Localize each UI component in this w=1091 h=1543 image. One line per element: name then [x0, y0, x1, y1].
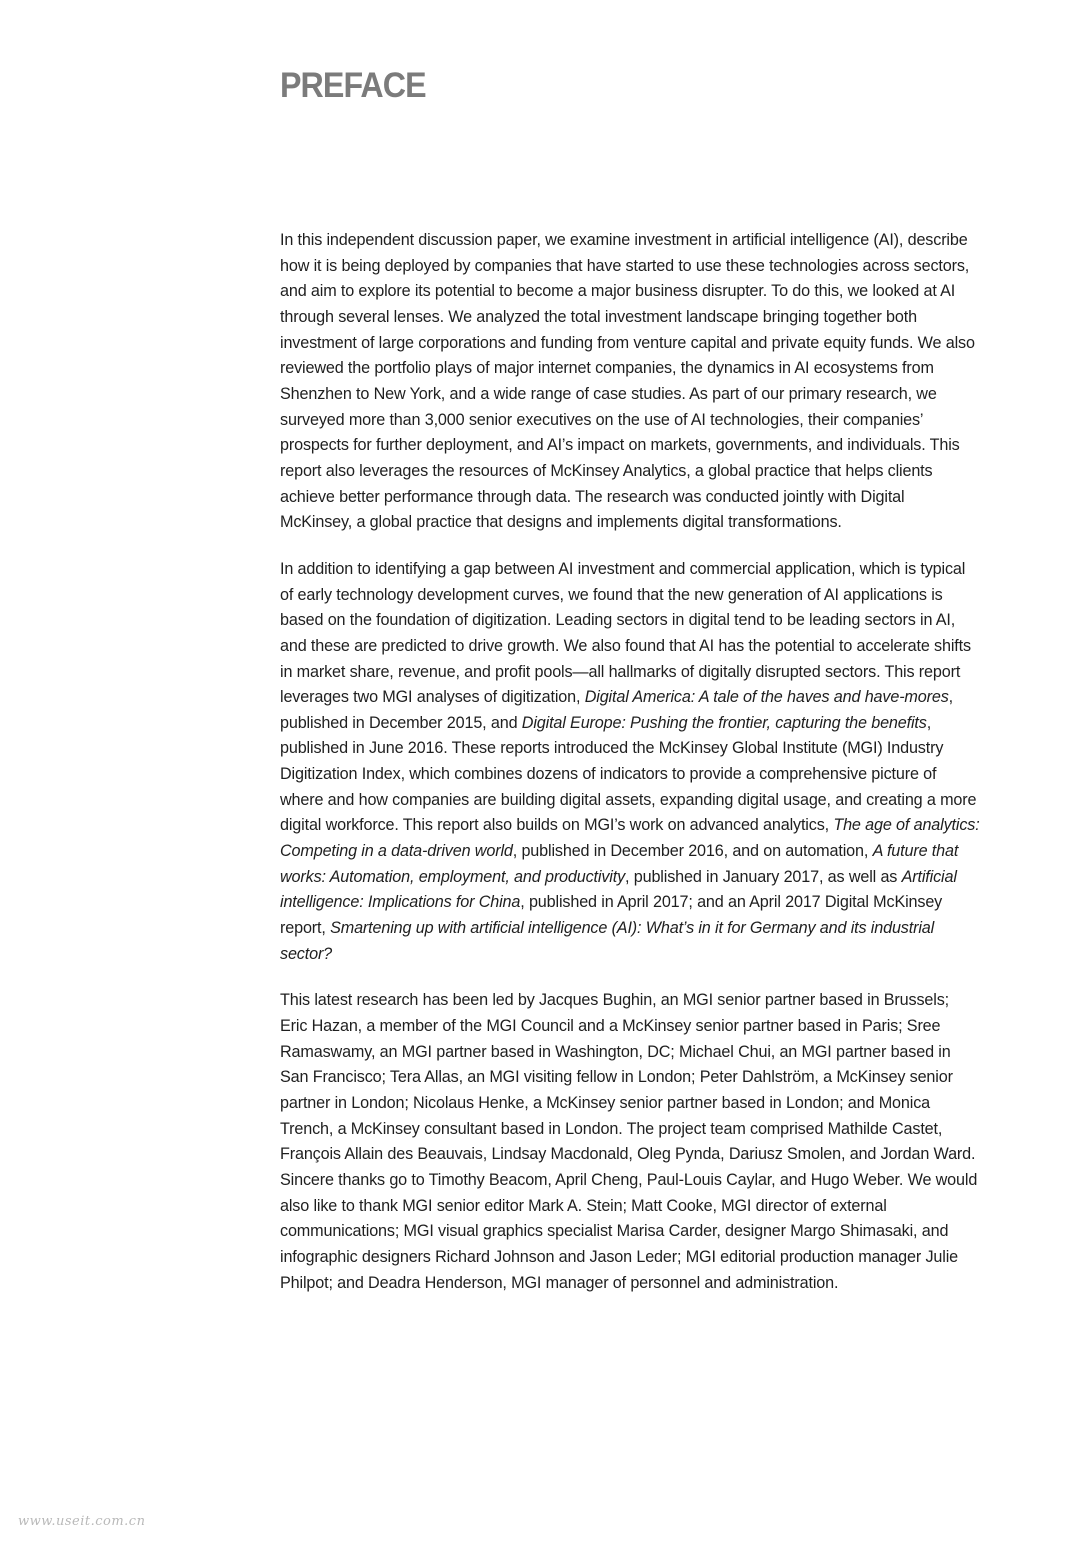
- publication-title: The age of analytics: Competing in a data-driven world: [280, 816, 980, 861]
- publication-title: Digital America: A tale of the haves and have-mores: [584, 688, 949, 707]
- page-title: PREFACE: [280, 66, 426, 105]
- paragraph-text: , published in June 2016. These reports introduced the McKinsey Global Institute (MGI) Industry Digitization Index, which combines dozens of indicators to provide a comprehensive picture of where and how companies are building digital assets, expanding digital usage, and creating a more digital workforce. This report also builds on MGI’s work on advanced analytics,: [280, 713, 977, 835]
- paragraph-text: , published in April 2017; and an April 2017 Digital McKinsey report,: [280, 893, 943, 938]
- publication-title: A future that works: Automation, employment, and productivity: [280, 842, 959, 886]
- paragraph-intro: [280, 228, 980, 536]
- watermark: www.useit.com.cn: [18, 1514, 146, 1529]
- paragraph-text: , published in December 2015, and: [280, 688, 954, 732]
- publication-title: Smartening up with artificial intelligence (AI): What’s in it for Germany and its industrial sector?: [280, 919, 935, 963]
- paragraph-text: This latest research has been led by Jacques Bughin, an MGI senior partner based in Brussels; Eric Hazan, a member of the MGI Council and a McKinsey senior partner based in Paris; Sree Ramaswamy, an MGI partner based in Washington, DC; Michael Chui, an MGI partner based in San Francisco; Tera Allas, an MGI visiting fellow in London; Peter Dahlström, a McKinsey senior partner in London; Nicolaus Henke, a McKinsey senior partner based in London; and Monica Trench, a McKinsey consultant based in London. The project team comprised Mathilde Castet, François Allain des Beauvais, Lindsay Macdonald, Oleg Pynda, Dariusz Smolen, and Jordan Ward. Sincere thanks go to Timothy Beacom, April Cheng, Paul-Louis Caylar, and Hugo Weber. We would also like to thank MGI senior editor Mark A. Stein; Matt Cooke, MGI director of external communications; MGI visual graphics specialist Marisa Carder, designer Margo Shimasaki, and infographic designers Richard Johnson and Jason Leder; MGI editorial production manager Julie Philpot; and Deadra Henderson, MGI manager of personnel and administration.: [280, 991, 978, 1292]
- publication-title: Artificial intelligence: Implications for China: [280, 867, 957, 912]
- paragraph-text: In this independent discussion paper, we examine investment in artificial intelligence (AI), describe how it is being deployed by companies that have started to use these technologies across sectors, and aim to explore its potential to become a major business disrupter. To do this, we looked at AI through several lenses. We analyzed the total investment landscape bringing together both investment of large corporations and funding from venture capital and private equity funds. We also reviewed the portfolio plays of major internet companies, the dynamics in AI ecosystems from Shenzhen to New York, and a wide range of case studies. As part of our primary research, we surveyed more than 3,000 senior executives on the use of AI technologies, their companies’ prospects for further deployment, and AI’s impact on markets, governments, and individuals. This report also leverages the resources of McKinsey Analytics, a global practice that helps clients achieve better performance through data. The research was conducted jointly with Digital McKinsey, a global practice that designs and implements digital transformations.: [280, 231, 975, 532]
- paragraph-digitization: [280, 557, 980, 968]
- paragraph-acknowledgements: [280, 988, 980, 1296]
- publication-title: Digital Europe: Pushing the frontier, capturing the benefits: [521, 713, 927, 732]
- paragraph-text: , published in January 2017, as well as: [625, 867, 902, 886]
- body-text: [280, 228, 980, 1317]
- paragraph-text: In addition to identifying a gap between AI investment and commercial application, which is typical of early technology development curves, we found that the new generation of AI applications is based on the foundation of digitization. Leading sectors in digital tend to be leading sectors in AI, and these are predicted to drive growth. We also found that AI has the potential to accelerate shifts in market share, revenue, and profit pools—all hallmarks of digitally disrupted sectors. This report leverages two MGI analyses of digitization,: [280, 559, 971, 707]
- paragraph-text: , published in December 2016, and on automation,: [512, 842, 873, 861]
